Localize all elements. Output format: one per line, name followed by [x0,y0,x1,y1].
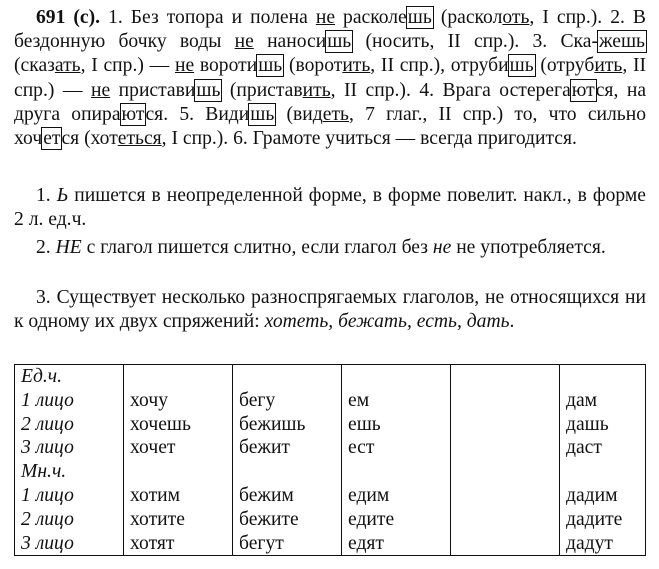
sentence-fragment: (пристав [221,79,303,101]
rule-text: с глагол пишется слитно, если глагол без [81,237,433,258]
table-cell: дашь [560,413,646,437]
row-label-cell: 3 лицо [15,436,124,460]
table-cell: бегут [233,532,342,556]
table-cell: ешь [342,413,451,437]
table-cell [233,365,342,389]
verb-ending-box: шь [258,55,283,77]
conjugation-table [14,364,646,556]
table-cell [560,460,646,484]
table-cell [233,460,342,484]
verb-ending-box: шь [327,31,352,53]
sentence-fragment: (сказ [14,55,55,77]
sentence-fragment: ся. 5. Види [145,103,250,125]
infinitive-suffix: оть [502,7,530,28]
table-cell: бежим [233,484,342,508]
sentence-fragment: ся, на друга опира [14,79,647,125]
rule-text: . [509,311,515,333]
row-label-cell: 1 лицо [15,484,124,508]
sentence-fragment: , I спр.). 6. Грамоте учиться — всегда пригодится. [161,128,577,150]
sentence-fragment: 1. Без топора и полена [100,7,316,28]
sentence-fragment: , 7 глаг., II спр.) то, что сильно хоч [14,103,646,150]
table-cell: бежите [233,508,342,532]
sentence-fragment: расколе [335,7,407,28]
table-cell [124,365,233,389]
verb-ending-box: ет [43,128,61,150]
table-cell [342,365,451,389]
sentence-fragment: ся (хот [61,128,118,150]
table-cell: дадите [560,508,646,532]
exercise-number: 691 (с). [36,7,101,28]
verb-examples: хотеть, бежать, есть, дать [264,311,510,333]
sentence-fragment: , II спр.). 4. Врага остерега [330,79,571,101]
rule-3 [14,286,646,334]
sentence-fragment: , II спр.) — [14,55,646,101]
table-cell [451,389,560,413]
sentence-fragment: (вид [275,103,323,125]
verb-ending-box: шь [196,79,221,101]
row-label-cell: 1 лицо [15,389,124,413]
table-cell [451,365,560,389]
particle-ne-italic: не [432,237,452,258]
table-cell: хотим [124,484,233,508]
verb-ending-box: шь [407,7,432,28]
table-row [15,460,646,484]
particle-ne: не [315,7,336,28]
sentence-fragment: , I спр.). [529,7,603,28]
row-label-cell: Ед.ч. [15,365,124,389]
table-row [15,508,646,532]
rule-1 [14,184,646,232]
rule-text: 3. Существует несколько разноспрягаемых глаголов, не относящихся ни к одному их двух спряжений: [14,287,646,333]
table-cell [560,365,646,389]
row-label-cell: Мн.ч. [15,460,124,484]
infinitive-suffix: еться [117,128,162,150]
rule-text: не употребляется. [451,237,606,258]
table-cell: дадим [560,484,646,508]
table-cell [451,460,560,484]
table-row [15,484,646,508]
table-cell [451,413,560,437]
sentence-fragment: , I спр.) — [80,55,175,77]
table-cell: хочет [124,436,233,460]
sentence-fragment: пристави [110,79,196,101]
infinitive-suffix: еть [322,103,349,125]
row-label-cell: 2 лицо [15,413,124,437]
table-cell [451,508,560,532]
particle-ne: не [90,79,111,101]
table-row [15,532,646,556]
table-cell [451,532,560,556]
sentence-fragment: (ворот [283,55,343,77]
table-cell: хочу [124,389,233,413]
sentence-fragment: вороти [194,55,258,77]
table-cell: хотят [124,532,233,556]
table-cell: хотите [124,508,233,532]
verb-ending-box: шь [250,103,275,125]
particle-ne: не [234,31,254,53]
table-cell: едите [342,508,451,532]
sentence-fragment: (отруб [534,55,595,77]
rule-2 [14,236,646,260]
infinitive-suffix: ить [342,55,371,77]
table-row [15,389,646,413]
sentence-fragment: 2. В бездонную бочку воды [14,7,646,53]
table-cell: бегу [233,389,342,413]
infinitive-suffix: ить [594,55,623,77]
particle-ne: не [174,55,195,77]
table-cell: едят [342,532,451,556]
table-row [15,365,646,389]
table-cell [124,460,233,484]
table-row [15,436,646,460]
sentence-fragment: (носить, II спр.). 3. Ска- [352,31,598,53]
table-cell: даст [560,436,646,460]
conjugation-table-body [15,365,646,556]
soft-sign-letter: Ь [56,185,69,206]
verb-ending-box: шь [509,55,534,77]
infinitive-suffix: ить [302,79,331,101]
particle-ne-italic: НЕ [55,237,82,258]
table-cell: ест [342,436,451,460]
verb-ending-box: ют [571,79,595,101]
table-row [15,413,646,437]
rule-number: 2. [36,237,56,258]
table-cell: хочешь [124,413,233,437]
table-cell: едим [342,484,451,508]
rule-text: пишется в неопределенной форме, в форме повелит. накл., в форме 2 л. ед.ч. [14,185,646,231]
table-cell: бежишь [233,413,342,437]
table-cell [451,436,560,460]
table-cell [451,484,560,508]
table-cell: дам [560,389,646,413]
row-label-cell: 3 лицо [15,532,124,556]
sentence-fragment: наноси [253,31,327,53]
table-cell: ем [342,389,451,413]
table-cell [342,460,451,484]
exercise-text [14,6,646,151]
rule-number: 1. [36,185,57,206]
table-cell: бежит [233,436,342,460]
table-cell: дадут [560,532,646,556]
sentence-fragment: (раскол [432,7,503,28]
verb-ending-box: жешь [598,31,645,53]
sentence-fragment: , II спр.), отруби [370,55,509,77]
infinitive-suffix: ать [54,55,81,77]
row-label-cell: 2 лицо [15,508,124,532]
verb-ending-box: ют [121,103,145,125]
